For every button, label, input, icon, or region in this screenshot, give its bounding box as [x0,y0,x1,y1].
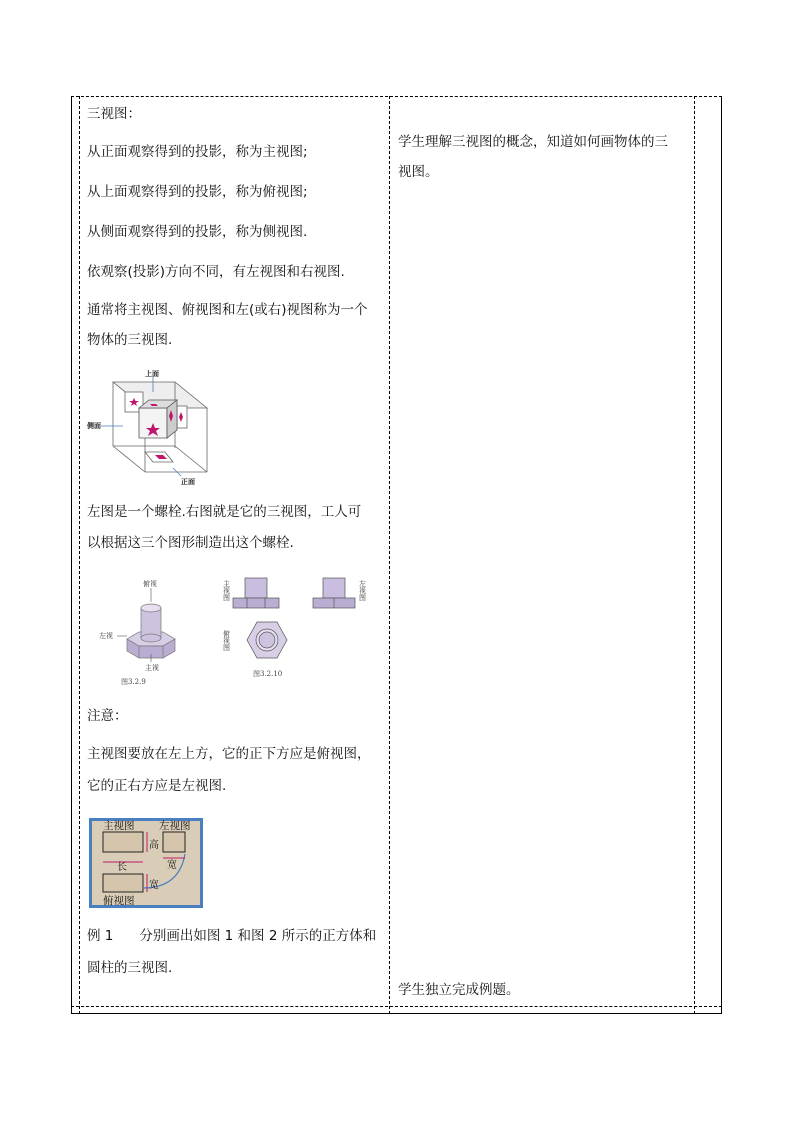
bolt-label-top: 俯视 [143,580,157,588]
activity-line-2: 视图。 [398,164,439,180]
definition-top-view: 从上面观察得到的投影，称为俯视图; [87,184,308,200]
definition-three-views-1: 通常将主视图、俯视图和左(或右)视图称为一个 [87,302,368,318]
caption-fig-3-2-10: 图3.2.10 [253,670,283,678]
layout-label-main: 主视图 [103,820,135,832]
view-label-left: 左 [359,580,366,588]
example-line-2: 圆柱的三视图. [87,960,173,976]
definition-three-views-2: 物体的三视图. [87,332,173,348]
svg-text:图: 图 [223,594,230,602]
table-top-border [71,96,722,97]
label-top-face: 上面 [145,370,159,378]
inner-left-border [79,96,80,1014]
note-heading: 注意： [87,708,128,724]
inner-bottom-border [71,1006,722,1007]
caption-fig-3-2-9: 图3.2.9 [121,678,146,686]
layout-label-width-2: 宽 [149,880,159,891]
layout-label-left: 左视图 [159,820,191,832]
svg-text:图: 图 [359,594,366,602]
label-front-face: 正面 [181,478,195,486]
svg-text:视: 视 [359,587,366,595]
projection-box-figure [87,368,217,488]
definition-left-right: 依观察(投影)方向不同，有左视图和右视图. [87,264,345,280]
lesson-table [71,96,722,1014]
label-side-face: 侧面 [87,422,101,430]
svg-text:图: 图 [223,644,230,652]
view-label-top: 俯 [223,630,230,638]
section-heading: 三视图： [87,106,141,122]
bolt-label-left: 左视 [99,632,113,640]
inner-right-border [694,96,695,1014]
layout-label-top: 俯视图 [103,895,135,907]
svg-text:视: 视 [223,637,230,645]
note-line-1: 主视图要放在左上方，它的正下方应是俯视图， [87,746,371,762]
bolt-description-2: 以根据这三个图形制造出这个螺栓. [87,535,294,551]
definition-side-view: 从侧面观察得到的投影，称为侧视图. [87,224,308,240]
table-bottom-border [71,1013,722,1014]
layout-label-length: 长 [117,862,127,873]
table-left-border [71,96,72,1014]
svg-text:视: 视 [223,587,230,595]
activity-line-1: 学生理解三视图的概念，知道如何画物体的三 [398,134,668,150]
three-views-layout-figure [89,818,203,908]
example-text: 分别画出如图 1 和图 2 所示的正方体和 [139,928,377,944]
table-right-border [721,96,722,1014]
bolt-label-front: 主视 [145,664,159,672]
layout-label-height: 高 [149,840,159,851]
layout-label-width-1: 宽 [167,860,177,871]
bolt-description-1: 左图是一个螺栓.右图就是它的三视图，工人可 [87,504,362,520]
note-line-2: 它的正右方应是左视图. [87,778,227,794]
activity-line-3: 学生独立完成例题。 [398,982,520,998]
example-label: 例 1 [87,928,114,944]
view-label-main: 主 [223,580,230,588]
bolt-three-views-figure [97,574,377,686]
column-divider [389,96,390,1014]
definition-front-view: 从正面观察得到的投影，称为主视图; [87,144,308,160]
example-line-1 [87,926,376,946]
